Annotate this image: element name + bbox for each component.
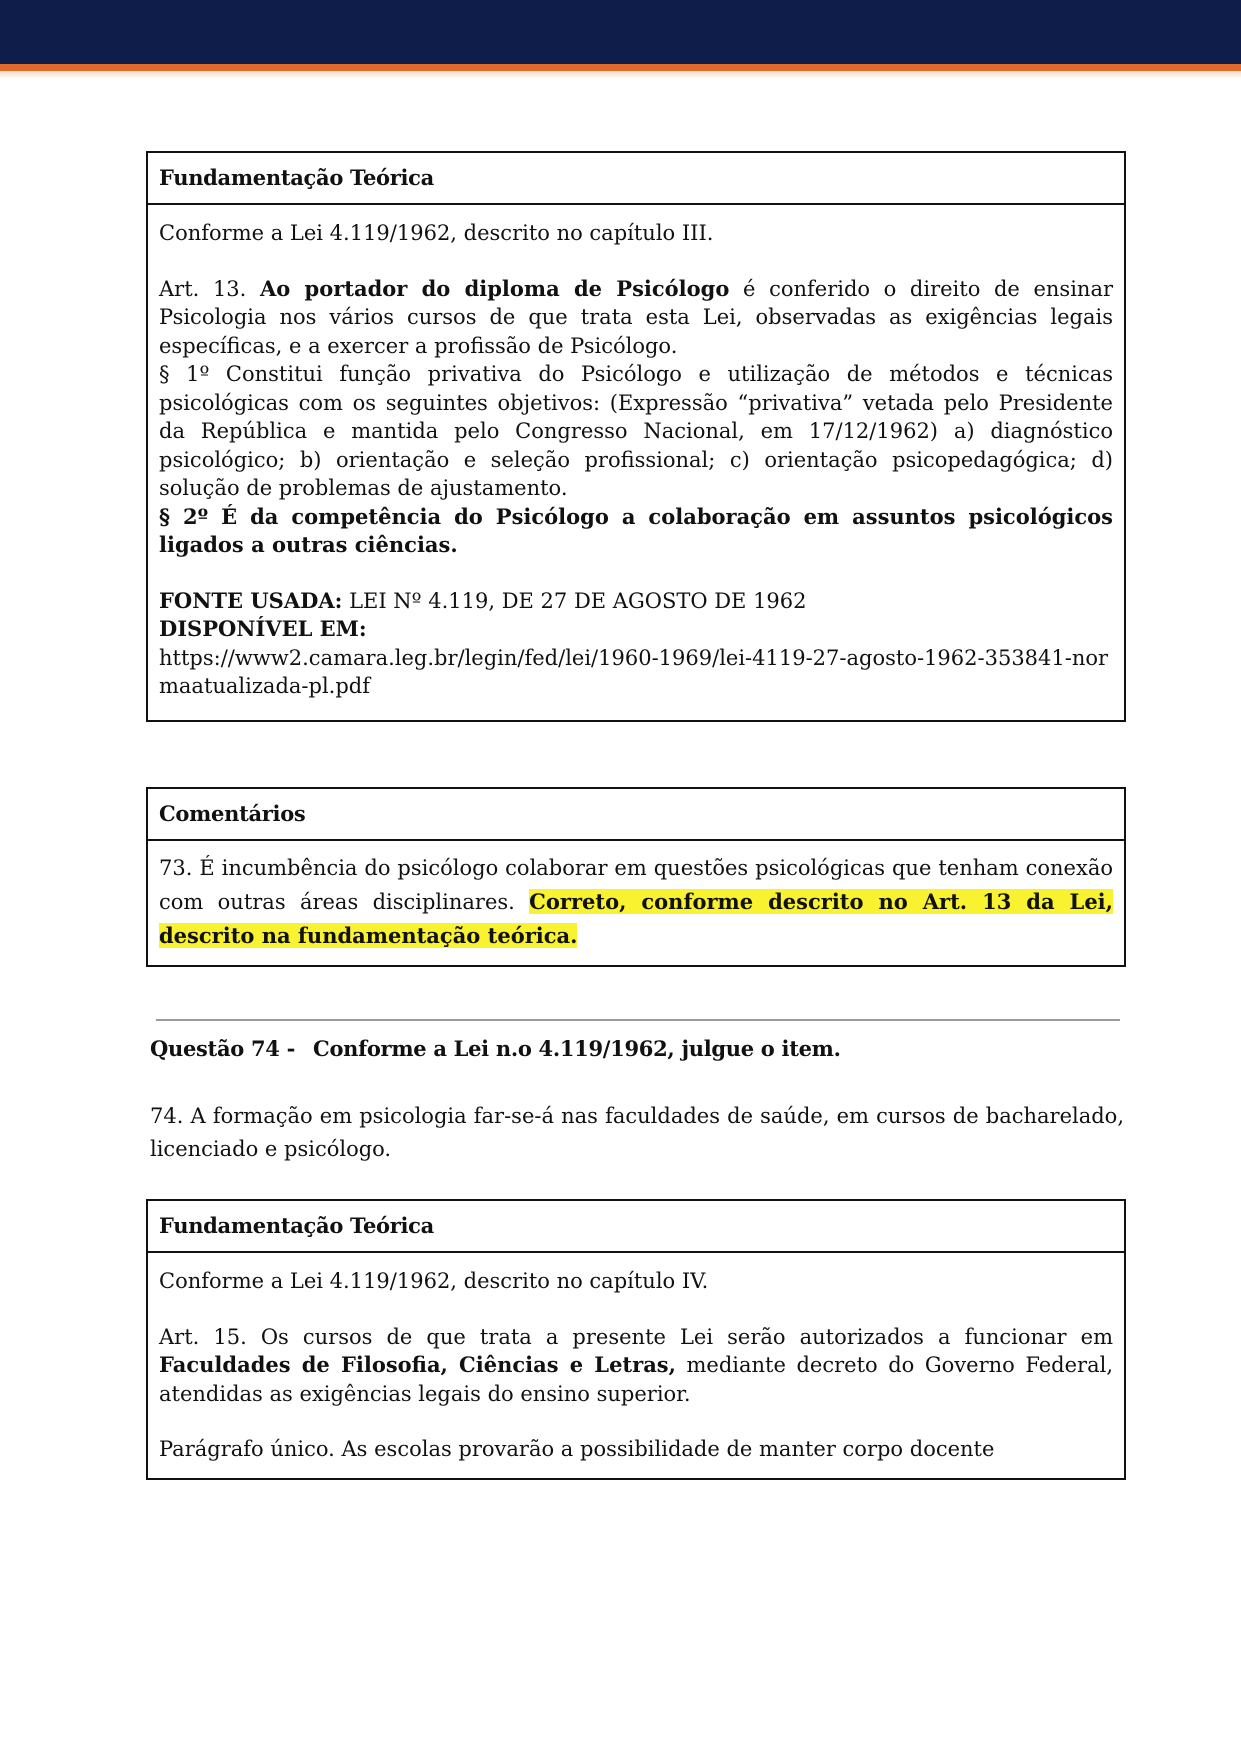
paragrafo-unico: Parágrafo único. As escolas provarão a possibilidade de manter corpo docente — [159, 1437, 995, 1461]
art13-prefix: Art. 13. — [159, 276, 247, 301]
question-item: 74. A formação em psicologia far-se-á nas faculdades de saúde, em cursos de bacharelado, licenciado e psicólogo. — [150, 1104, 1124, 1161]
question-label: Questão 74 - — [150, 1036, 296, 1061]
box-title: Comentários — [148, 789, 1124, 841]
source-url: https://www2.camara.leg.br/legin/fed/lei/1960-1969/lei-4119-27-agosto-1962-353841-normaatualizada-pl.pdf — [159, 645, 1109, 698]
disponivel-label: DISPONÍVEL EM: — [159, 616, 367, 641]
fundamentacao-box-1 — [146, 151, 1126, 722]
art13-rest: é conferido o direito de ensinar Psicologia nos vários cursos de que trata esta Lei, observadas as exigências legais específicas, e a exercer a profissão de Psicólogo. — [159, 276, 1114, 358]
art15-rest: mediante decreto do Governo Federal, atendidas as exigências legais do ensino superior. — [159, 1353, 1113, 1406]
box-title: Fundamentação Teórica — [148, 1201, 1124, 1253]
box-body — [148, 205, 1124, 711]
box-body — [148, 1253, 1124, 1474]
art15-prefix: Art. 15. Os cursos de que trata a presente Lei serão autorizados a funcionar em — [159, 1324, 1113, 1349]
box-title: Fundamentação Teórica — [148, 153, 1124, 205]
header-accent-stripe — [0, 64, 1241, 71]
section-divider — [156, 1019, 1120, 1021]
comment-highlight: Correto, conforme descrito no Art. 13 da Lei, descrito na fundamentação teórica. — [159, 889, 1113, 948]
fonte-line — [159, 587, 1113, 616]
art15-paragraph — [159, 1323, 1113, 1409]
comentarios-box — [146, 787, 1126, 967]
par1-text: § 1º Constitui função privativa do Psicólogo e utilização de métodos e técnicas psicológicas com os seguintes objetivos: (Expressão “privativa” vetada pelo Presidente da República e mantida pelo Congresso Nacional, em 17/12/1962) a) diagnóstico psicológico; b) orientação e seleção profissional; c) orientação psicopedagógica; d) solução de problemas de ajustamento. — [159, 362, 1113, 500]
fundamentacao-box-2 — [146, 1199, 1126, 1480]
comment-text: 73. É incumbência do psicólogo colaborar em questões psicológicas que tenham conexão com outras áreas disciplinares. — [159, 856, 1113, 914]
question-heading — [150, 1036, 841, 1061]
par2-text: § 2º É da competência do Psicólogo a colaboração em assuntos psicológicos ligados a outras ciências. — [159, 503, 1113, 557]
intro-text: Conforme a Lei 4.119/1962, descrito no capítulo IV. — [159, 1269, 709, 1293]
fonte-label: FONTE USADA: — [159, 587, 343, 613]
box-body — [148, 841, 1124, 963]
comment-paragraph — [159, 851, 1113, 953]
header-band — [0, 0, 1241, 64]
intro-text: Conforme a Lei 4.119/1962, descrito no capítulo III. — [159, 221, 714, 245]
art13-bold: Ao portador do diploma de Psicólogo — [259, 275, 730, 301]
art13-paragraph — [159, 275, 1113, 361]
question-title: Conforme a Lei n.o 4.119/1962, julgue o item. — [313, 1036, 841, 1061]
fonte-value: LEI Nº 4.119, DE 27 DE AGOSTO DE 1962 — [349, 588, 807, 613]
header-shadow — [0, 71, 1241, 79]
art15-bold: Faculdades de Filosofia, Ciências e Letras, — [159, 1352, 676, 1377]
